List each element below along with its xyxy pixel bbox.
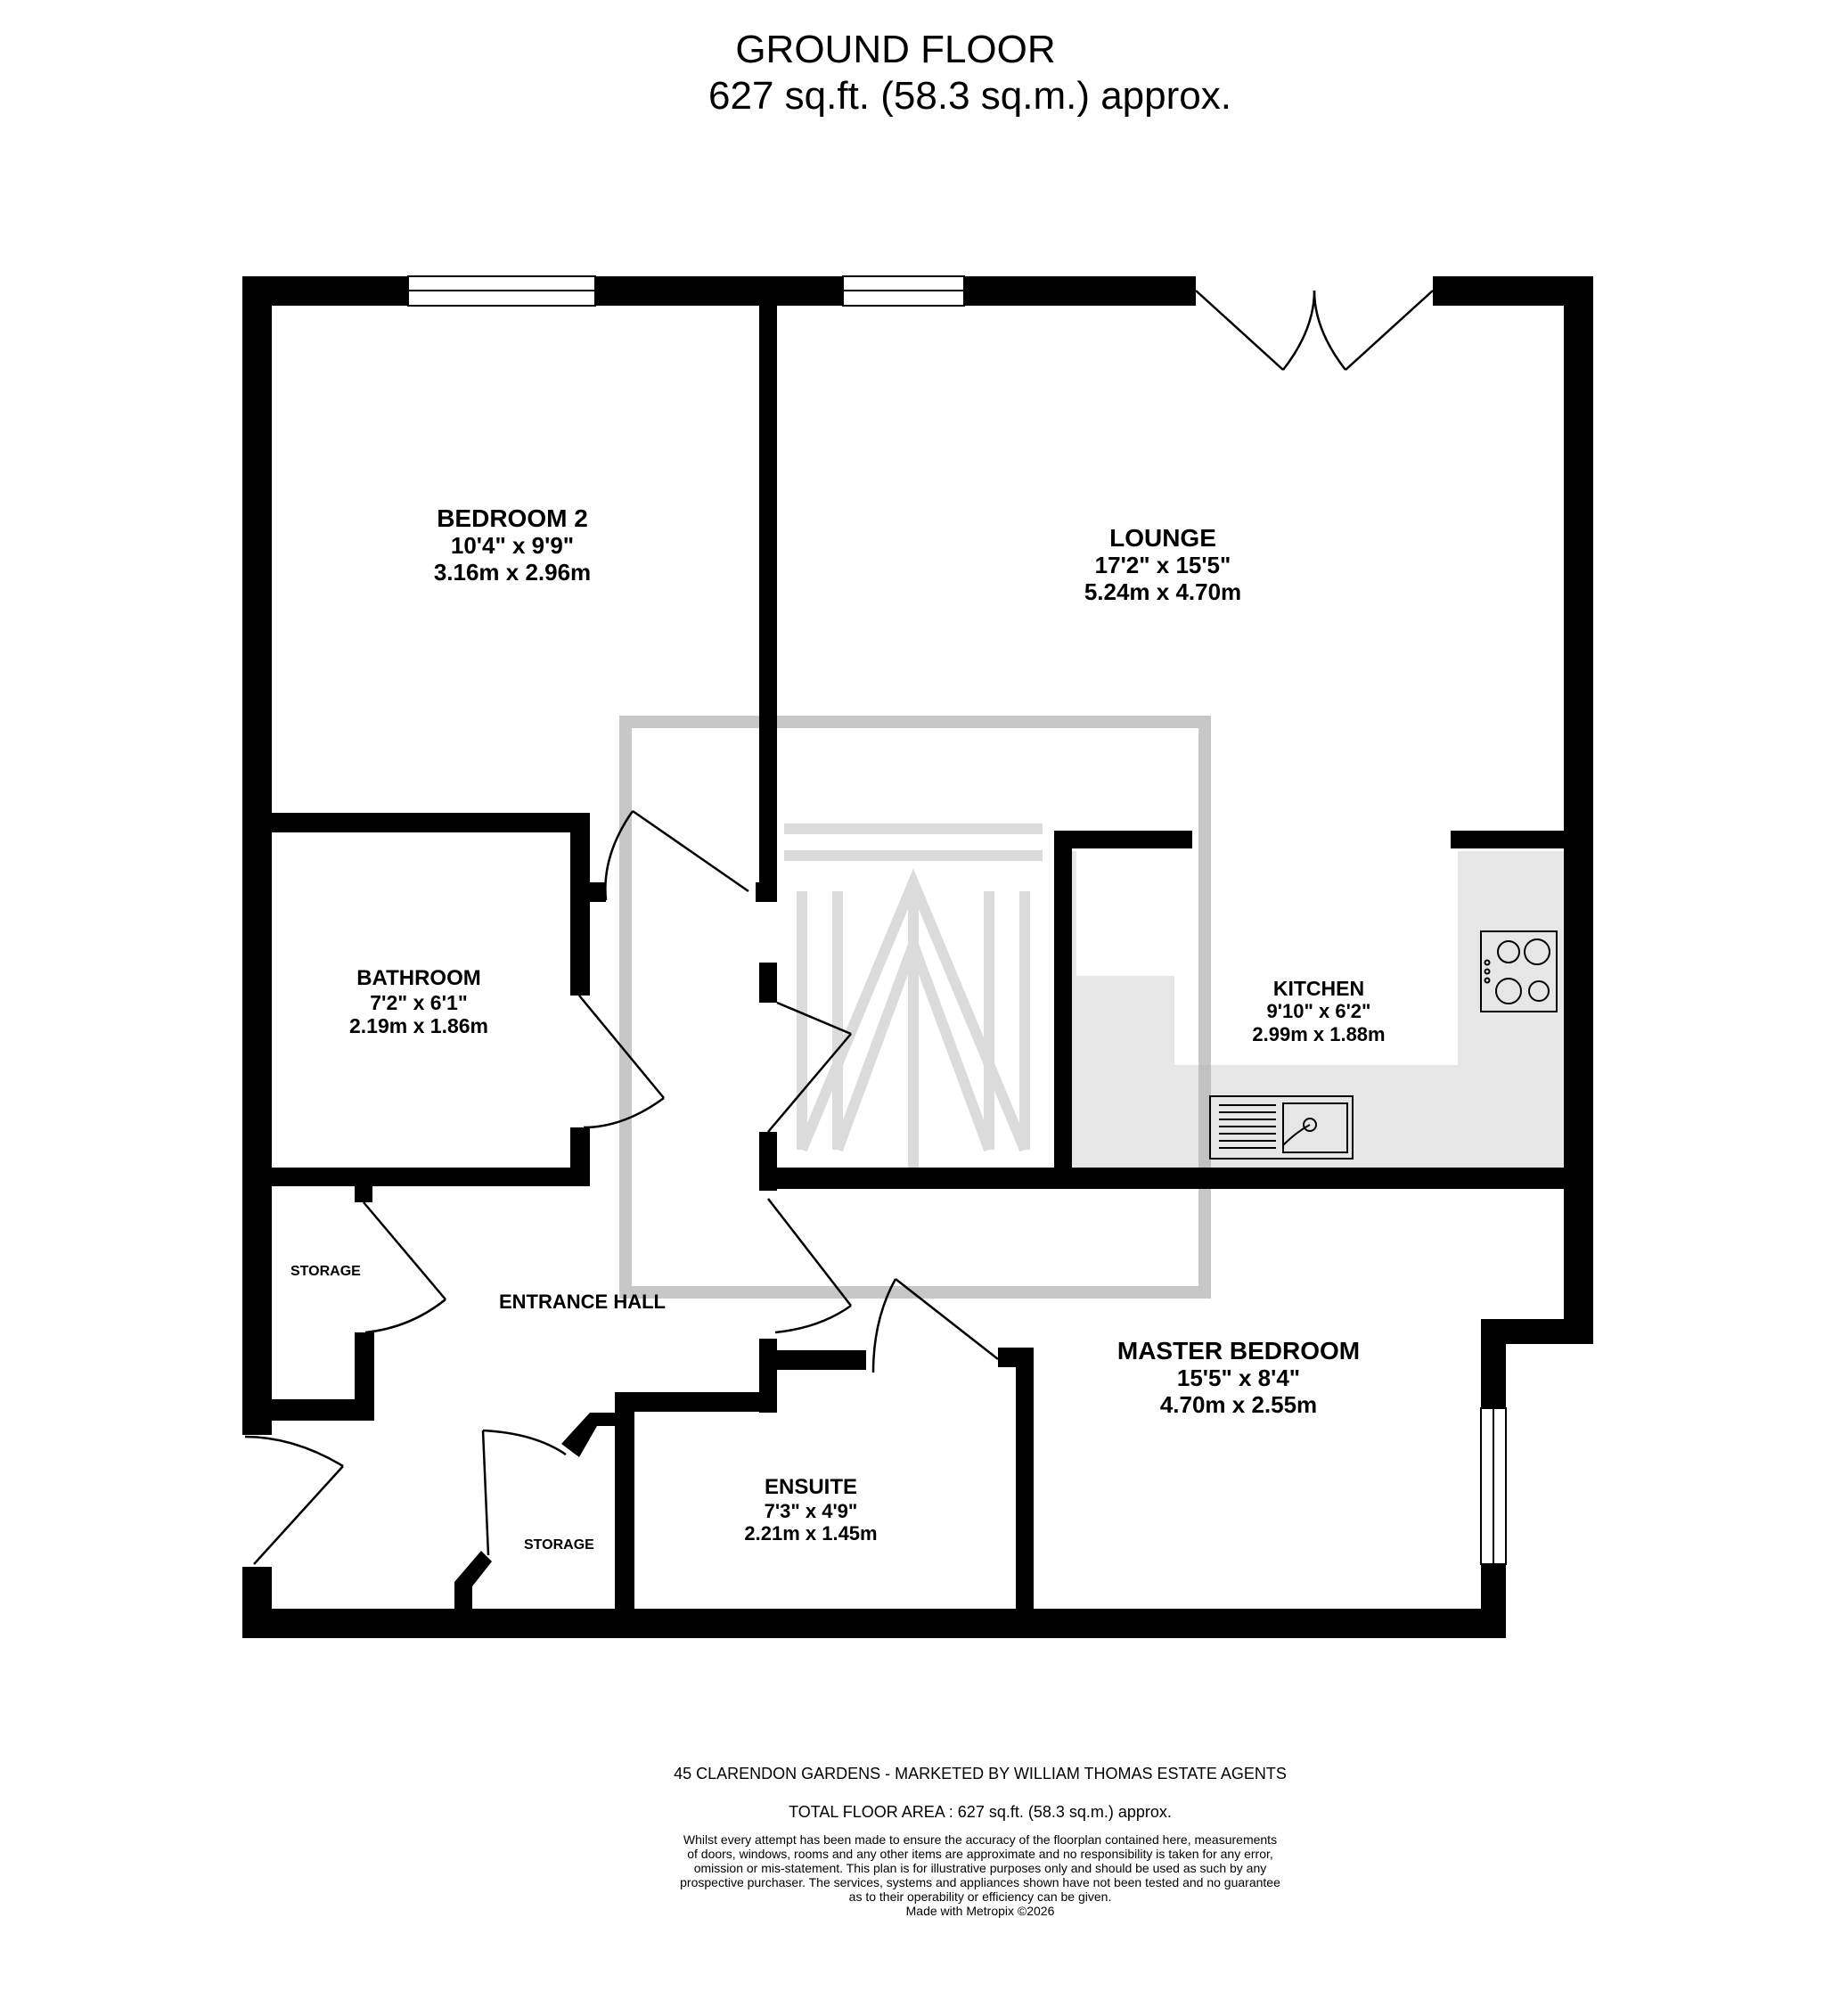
disclaimer-line: omission or mis-statement. This plan is for illustrative purposes only and should be used as such by any: [693, 1861, 1267, 1875]
storage-left-label: STORAGE: [290, 1264, 361, 1279]
disclaimer-line: as to their operability or efficiency can be given.: [848, 1889, 1112, 1904]
room-name: BEDROOM 2: [437, 504, 588, 532]
footer-disclaimer: [0, 1832, 1824, 1918]
room-lounge: [1034, 524, 1292, 606]
room-imperial: 7'3" x 4'9": [764, 1499, 858, 1522]
room-metric: 4.70m x 2.55m: [1159, 1391, 1318, 1419]
footer-credit: Made with Metropix ©2026: [905, 1904, 1055, 1918]
room-imperial: 15'5" x 8'4": [1176, 1364, 1301, 1392]
room-master-bedroom: [1087, 1337, 1390, 1419]
room-imperial: 7'2" x 6'1": [370, 990, 468, 1014]
disclaimer-line: Whilst every attempt has been made to ensure the accuracy of the floorplan contained here, measurements: [683, 1832, 1278, 1847]
room-metric: 2.21m x 1.45m: [744, 1521, 878, 1545]
room-metric: 2.99m x 1.88m: [1252, 1022, 1386, 1045]
disclaimer-line: prospective purchaser. The services, systems and appliances shown have not been tested and no guarantee: [680, 1875, 1280, 1889]
room-name: KITCHEN: [1272, 977, 1365, 1000]
floor-area: 627 sq.ft. (58.3 sq.m.) approx.: [708, 74, 1231, 118]
room-name: MASTER BEDROOM: [1116, 1337, 1361, 1364]
disclaimer-line: of doors, windows, rooms and any other items are approximate and no responsibility is taken for any error,: [687, 1847, 1273, 1861]
footer-total: TOTAL FLOOR AREA : 627 sq.ft. (58.3 sq.m.) approx.: [789, 1803, 1172, 1821]
room-name: ENSUITE: [764, 1475, 857, 1499]
storage-bottom-label: STORAGE: [524, 1537, 594, 1553]
entrance-hall-label: ENTRANCE HALL: [499, 1291, 666, 1313]
room-kitchen: [1198, 977, 1439, 1045]
room-imperial: 10'4" x 9'9": [450, 532, 575, 560]
footer-address: 45 CLARENDON GARDENS - MARKETED BY WILLIAM THOMAS ESTATE AGENTS: [674, 1765, 1287, 1782]
room-name: BATHROOM: [356, 966, 481, 990]
room-metric: 3.16m x 2.96m: [433, 559, 592, 586]
room-imperial: 17'2" x 15'5": [1094, 552, 1231, 579]
room-metric: 5.24m x 4.70m: [1084, 578, 1242, 606]
room-ensuite: [704, 1475, 918, 1545]
room-bedroom-2: [383, 504, 642, 586]
room-bathroom: [299, 966, 539, 1037]
room-metric: 2.19m x 1.86m: [348, 1014, 488, 1038]
room-name: LOUNGE: [1109, 524, 1216, 552]
floor-title: GROUND FLOOR: [735, 28, 1056, 71]
room-imperial: 9'10" x 6'2": [1266, 1000, 1371, 1023]
